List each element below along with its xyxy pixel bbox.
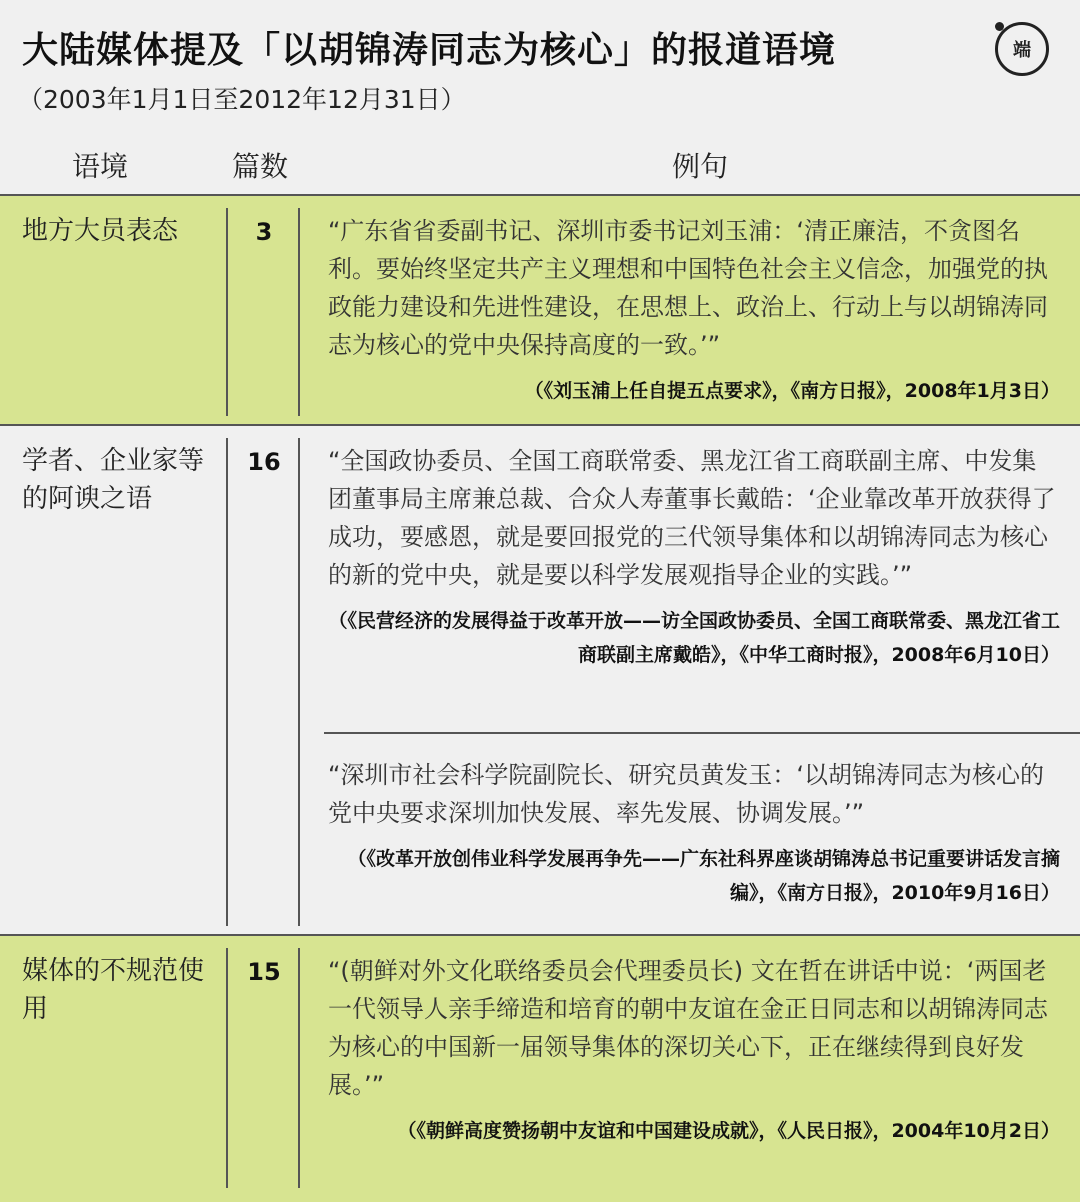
column-divider (298, 208, 300, 416)
example-block (328, 756, 1060, 910)
page-title: 大陆媒体提及「以胡锦涛同志为核心」的报道语境 (22, 30, 837, 71)
logo-text: 端 (1013, 40, 1031, 61)
example-source: （《刘玉浦上任自提五点要求》，《南方日报》，2008年1月3日） (524, 380, 1060, 402)
column-divider (226, 948, 228, 1188)
example-divider (324, 732, 1080, 734)
row-context-label: 学者、企业家等的阿谀之语 (22, 446, 205, 514)
row-count: 16 (247, 448, 281, 476)
column-header-context: 语境 (72, 150, 129, 183)
example-source: （《朝鲜高度赞扬朝中友谊和中国建设成就》，《人民日报》，2004年10月2日） (397, 1120, 1060, 1142)
column-divider (298, 438, 300, 926)
column-divider (226, 438, 228, 926)
brand-logo (995, 22, 1049, 76)
row-context-label: 地方大员表态 (22, 216, 179, 246)
table-row-local-officials (0, 194, 1080, 426)
row-count: 15 (247, 958, 281, 986)
column-header-example: 例句 (672, 150, 729, 183)
row-context-label: 媒体的不规范使用 (22, 956, 205, 1024)
logo-dot-icon (995, 22, 1004, 31)
date-range-subtitle: （2003年1月1日至2012年12月31日） (18, 85, 466, 114)
column-divider (226, 208, 228, 416)
table-row-media-misuse (0, 934, 1080, 1202)
example-quote: “深圳市社会科学院副院长、研究员黄发玉：‘以胡锦涛同志为核心的党中央要求深圳加快发展、率先发展、协调发展。’” (328, 761, 1045, 827)
example-block (328, 212, 1060, 408)
example-quote: “(朝鲜对外文化联络委员会代理委员长) 文在哲在讲话中说：‘两国老一代领导人亲手缔造和培育的朝中友谊在金正日同志和以胡锦涛同志为核心的中国新一届领导集体的深切关心下，正在继续得到良好发展。’” (328, 957, 1048, 1099)
example-block (328, 952, 1060, 1148)
example-quote: “全国政协委员、全国工商联常委、黑龙江省工商联副主席、中发集团董事局主席兼总裁、合众人寿董事长戴皓：‘企业靠改革开放获得了成功，要感恩，就是要回报党的三代领导集体和以胡锦涛同志为核心的新的党中央，就是要以科学发展观指导企业的实践。’” (328, 447, 1056, 589)
example-source: （《民营经济的发展得益于改革开放——访全国政协委员、全国工商联常委、黑龙江省工商联副主席戴皓》，《中华工商时报》，2008年6月10日） (328, 610, 1060, 666)
table-row-scholars-entrepreneurs (0, 424, 1080, 936)
example-quote: “广东省省委副书记、深圳市委书记刘玉浦：‘清正廉洁，不贪图名利。要始终坚定共产主义理想和中国特色社会主义信念，加强党的执政能力建设和先进性建设，在思想上、政治上、行动上与以胡锦涛同志为核心的党中央保持高度的一致。’” (328, 217, 1048, 359)
example-source: （《改革开放创伟业科学发展再争先——广东社科界座谈胡锦涛总书记重要讲话发言摘编》，《南方日报》，2010年9月16日） (347, 848, 1060, 904)
column-divider (298, 948, 300, 1188)
row-count: 3 (255, 218, 273, 246)
column-header-count: 篇数 (232, 150, 289, 183)
example-block (328, 442, 1060, 672)
